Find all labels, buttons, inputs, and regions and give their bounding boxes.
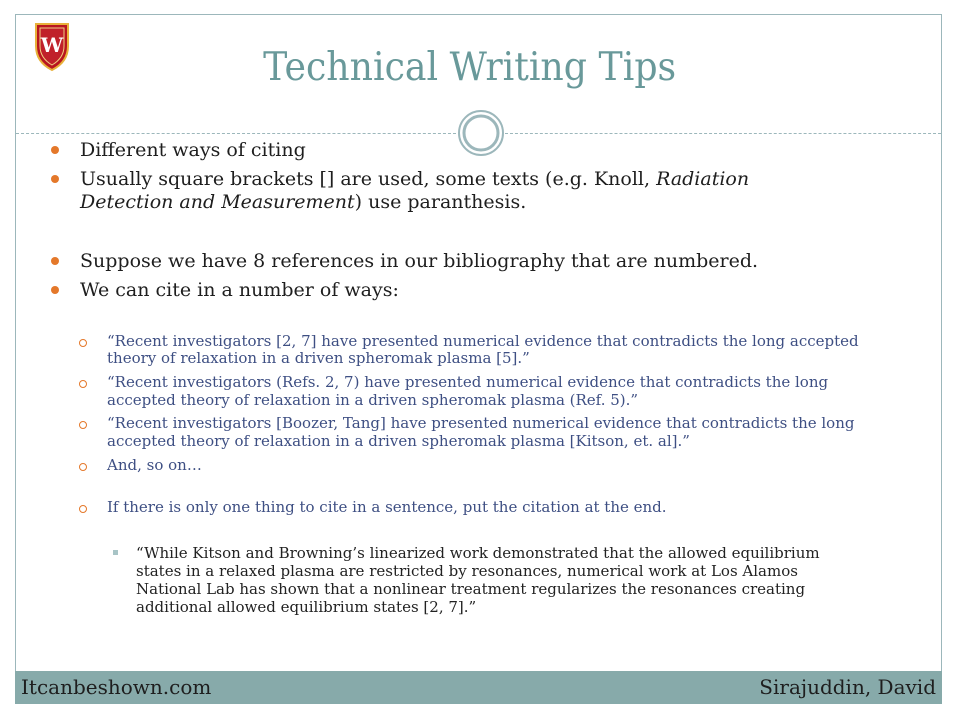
bullet-dot-icon [51,286,59,294]
sub-bullet-ring-icon [79,380,87,388]
footer-bar [15,671,942,704]
quote-line: additional allowed equilibrium states [2, 7].” [136,598,477,616]
bullet-text [80,168,749,191]
bullet-text-part: Usually square brackets [] are used, some texts (e.g. Knoll, [80,168,657,190]
bullet-dot-icon [51,175,59,183]
quote-line: states in a relaxed plasma are restricted by resonances, numerical work at Los Alamos [136,562,798,580]
sub-sub-bullet-square-icon [113,550,118,555]
bullet-text: We can cite in a number of ways: [80,279,399,301]
quote-line: National Lab has shown that a nonlinear treatment regularizes the resonances creating [136,580,806,598]
bullet-dot-icon [51,257,59,265]
sub-bullet-text: If there is only one thing to cite in a sentence, put the citation at the end. [107,498,667,516]
sub-bullet-text-continuation: accepted theory of relaxation in a driven spheromak plasma (Ref. 5).” [107,391,639,409]
quote-line: “While Kitson and Browning’s linearized work demonstrated that the allowed equilibrium [136,544,820,562]
bullet-text: Different ways of citing [80,139,306,161]
book-title-italic: Detection and Measurement [80,191,355,213]
sub-bullet-text-continuation: accepted theory of relaxation in a driven spheromak plasma [Kitson, et. al].” [107,432,690,450]
svg-text:W: W [40,33,64,57]
bullet-text-part: ) use paranthesis. [354,191,527,213]
sub-bullet-ring-icon [79,505,87,513]
sub-bullet-text: “Recent investigators [Boozer, Tang] have presented numerical evidence that contradicts the long [107,414,855,432]
sub-bullet-ring-icon [79,421,87,429]
sub-bullet-text: “Recent investigators [2, 7] have presented numerical evidence that contradicts the long accepted [107,332,859,350]
sub-bullet-text: “Recent investigators (Refs. 2, 7) have presented numerical evidence that contradicts the long [107,373,829,391]
sub-bullet-ring-icon [79,463,87,471]
sub-bullet-ring-icon [79,339,87,347]
slide-title: Technical Writing Tips [263,45,677,90]
sub-bullet-text: And, so on… [107,456,202,474]
footer-website: Itcanbeshown.com [21,675,212,699]
bullet-dot-icon [51,146,59,154]
bullet-text-continuation [80,191,526,214]
footer-author: Sirajuddin, David [759,675,936,699]
sub-bullet-text-continuation: theory of relaxation in a driven spheromak plasma [5].” [107,349,530,367]
book-title-italic: Radiation [656,168,750,190]
bullet-text: Suppose we have 8 references in our bibliography that are numbered. [80,250,759,272]
